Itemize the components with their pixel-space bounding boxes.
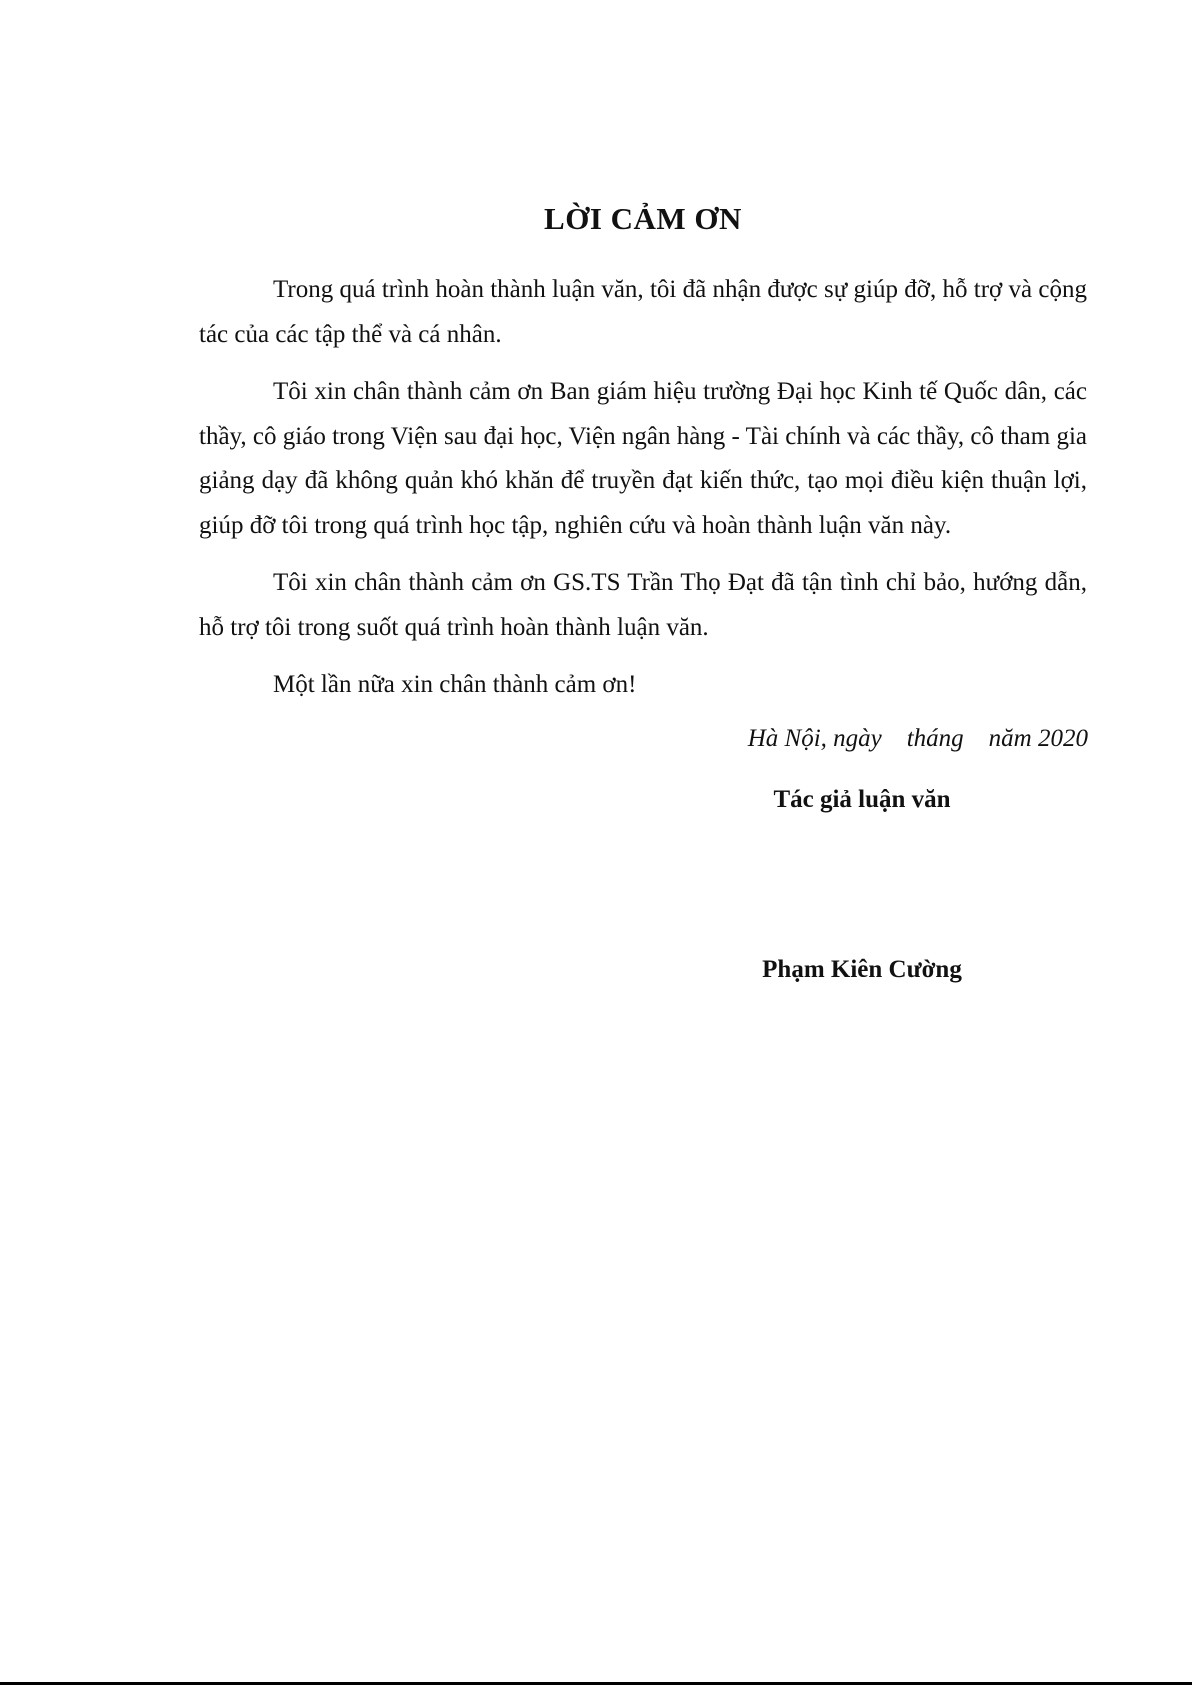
paragraph-4: Một lần nữa xin chân thành cảm ơn!: [273, 671, 637, 698]
paragraph-2: Tôi xin chân thành cảm ơn Ban giám hiệu trường Đại học Kinh tế Quốc dân, các thầy, cô giáo trong Viện sau đại học, Viện ngân hàng - Tài chính và các thầy, cô tham gia giảng dạy đã không quản khó khăn để truyền đạt kiến thức, tạo mọi điều kiện thuận lợi, giúp đỡ tôi trong quá trình học tập, nghiên cứu và hoàn thành luận văn này.: [199, 378, 1087, 539]
paragraph-3: Tôi xin chân thành cảm ơn GS.TS Trần Thọ Đạt đã tận tình chỉ bảo, hướng dẫn, hỗ trợ tôi trong suốt quá trình hoàn thành luận văn.: [199, 569, 1087, 641]
page-title: LỜI CẢM ƠN: [544, 201, 742, 236]
author-label: Tác giả luận văn: [773, 786, 951, 813]
date-line: Hà Nội, ngày tháng năm 2020: [747, 725, 1088, 752]
author-name: Phạm Kiên Cường: [762, 956, 962, 983]
paragraph-1: Trong quá trình hoàn thành luận văn, tôi đã nhận được sự giúp đỡ, hỗ trợ và cộng tác của các tập thể và cá nhân.: [199, 276, 1087, 348]
acknowledgement-body: [199, 268, 1087, 721]
